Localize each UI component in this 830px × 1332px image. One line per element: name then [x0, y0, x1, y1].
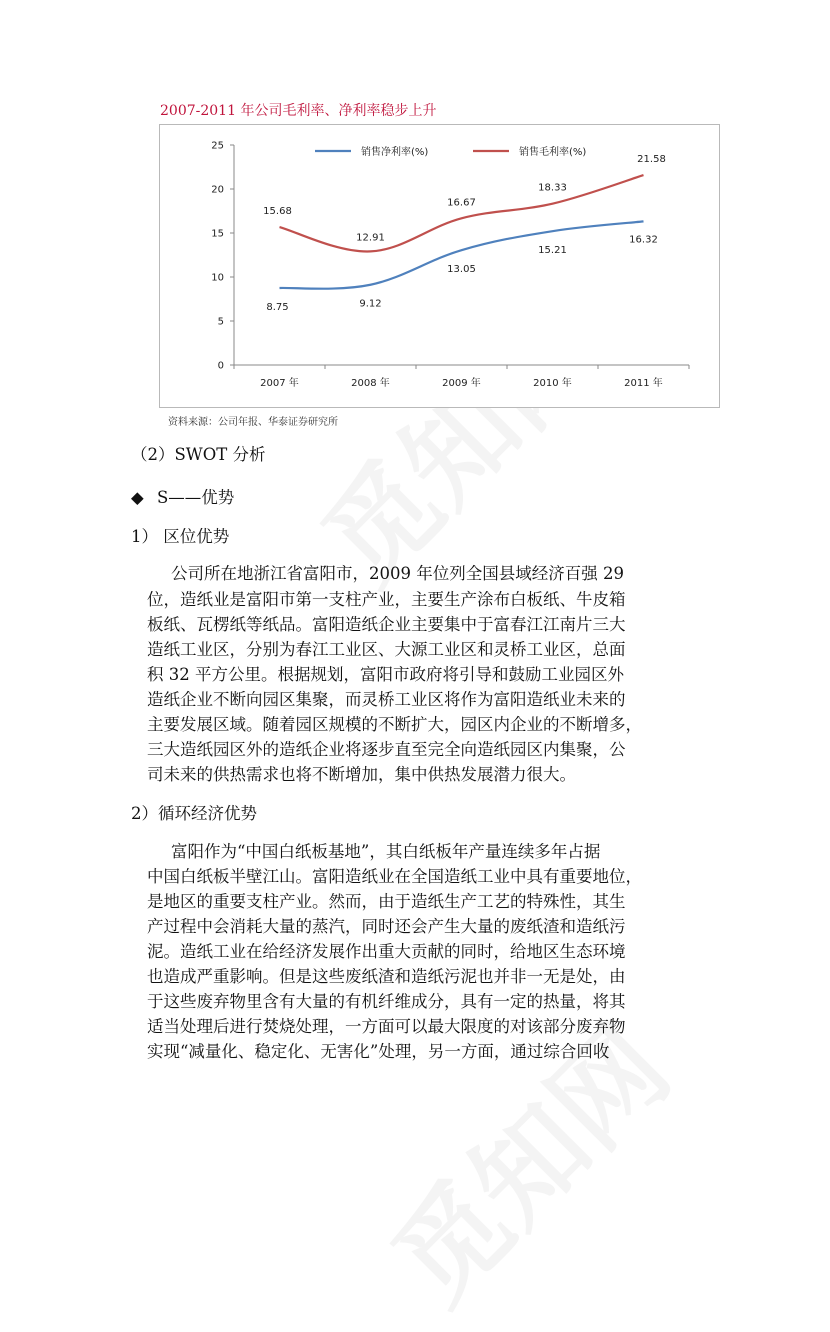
paragraph-line: 于这些废弃物里含有大量的有机纤维成分，具有一定的热量，将其	[147, 992, 626, 1011]
gross-margin-legend-label: 销售毛利率(%)	[519, 147, 587, 158]
y-tick-label: 10	[211, 272, 224, 284]
diamond-bullet-icon: ◆	[131, 488, 144, 507]
y-tick-label: 20	[211, 184, 224, 196]
paragraph-line: 中国白纸板半壁江山。富阳造纸业在全国造纸工业中具有重要地位，	[147, 867, 642, 886]
bullet-heading-text: S——优势	[156, 488, 235, 507]
x-tick-label: 2007 年	[260, 378, 299, 389]
paragraph-line: 三大造纸园区外的造纸企业将逐步直至完全向造纸园区内集聚，公	[147, 740, 626, 759]
section-heading: （2）SWOT 分析	[131, 445, 266, 464]
net-margin-series-line	[280, 221, 644, 288]
gross-margin-data-label: 15.68	[263, 206, 292, 218]
bullet-heading	[131, 485, 234, 511]
y-tick-label: 25	[211, 140, 224, 152]
figure-source: 资料来源：公司年报、华泰证券研究所	[168, 417, 338, 428]
paragraph-line: 公司所在地浙江省富阳市，2009 年位列全国县域经济百强 29	[171, 564, 624, 583]
x-tick-label: 2008 年	[351, 378, 390, 389]
paragraph-line: 主要发展区域。随着园区规模的不断扩大，园区内企业的不断增多，	[147, 715, 642, 734]
y-tick-label: 5	[217, 316, 224, 328]
gross-margin-series-line	[280, 175, 644, 251]
paragraph-line: 适当处理后进行焚烧处理，一方面可以最大限度的对该部分废弃物	[147, 1017, 626, 1036]
paragraph-line: 司未来的供热需求也将不断增加，集中供热发展潜力很大。	[147, 765, 576, 784]
x-tick-label: 2010 年	[533, 378, 572, 389]
net-margin-data-label: 8.75	[266, 302, 289, 313]
paragraph-line: 实现“减量化、稳定化、无害化”处理，另一方面，通过综合回收	[147, 1042, 610, 1061]
y-tick-label: 15	[211, 228, 224, 240]
paragraph-line: 富阳作为“中国白纸板基地”，其白纸板年产量连续多年占据	[171, 842, 601, 861]
net-margin-data-label: 15.21	[538, 245, 567, 257]
gross-margin-data-label: 21.58	[637, 154, 666, 166]
gross-margin-data-label: 16.67	[447, 197, 476, 209]
figure-title: 2007-2011 年公司毛利率、净利率稳步上升	[160, 103, 437, 119]
net-margin-data-label: 9.12	[359, 298, 382, 310]
paragraph-line: 产过程中会消耗大量的蒸汽，同时还会产生大量的废纸渣和造纸污	[147, 917, 626, 936]
subheading-location: 1） 区位优势	[131, 527, 230, 546]
gross-margin-data-label: 12.91	[356, 232, 385, 244]
net-margin-data-label: 16.32	[629, 234, 658, 246]
gross-margin-data-label: 18.33	[538, 182, 567, 194]
y-tick-label: 0	[217, 360, 224, 372]
net-margin-data-label: 13.05	[447, 264, 476, 276]
line-chart	[160, 125, 719, 407]
chart-frame	[159, 124, 720, 408]
paragraph-line: 也造成严重影响。但是这些废纸渣和造纸污泥也并非一无是处，由	[147, 967, 626, 986]
paragraph-line: 造纸企业不断向园区集聚，而灵桥工业区将作为富阳造纸业未来的	[147, 690, 626, 709]
paragraph-line: 造纸工业区，分别为春江工业区、大源工业区和灵桥工业区，总面	[147, 640, 626, 659]
subheading-circular-economy: 2）循环经济优势	[131, 804, 257, 823]
x-tick-label: 2009 年	[442, 378, 481, 389]
paragraph-line: 是地区的重要支柱产业。然而，由于造纸生产工艺的特殊性，其生	[147, 892, 626, 911]
paragraph-line: 积 32 平方公里。根据规划，富阳市政府将引导和鼓励工业园区外	[147, 665, 624, 684]
paragraph-line: 泥。造纸工业在给经济发展作出重大贡献的同时，给地区生态环境	[147, 942, 626, 961]
paragraph-line: 位，造纸业是富阳市第一支柱产业，主要生产涂布白板纸、牛皮箱	[147, 590, 626, 609]
paragraph-line: 板纸、瓦楞纸等纸品。富阳造纸企业主要集中于富春江江南片三大	[147, 615, 626, 634]
x-tick-label: 2011 年	[624, 378, 663, 389]
net-margin-legend-label: 销售净利率(%)	[361, 147, 429, 158]
